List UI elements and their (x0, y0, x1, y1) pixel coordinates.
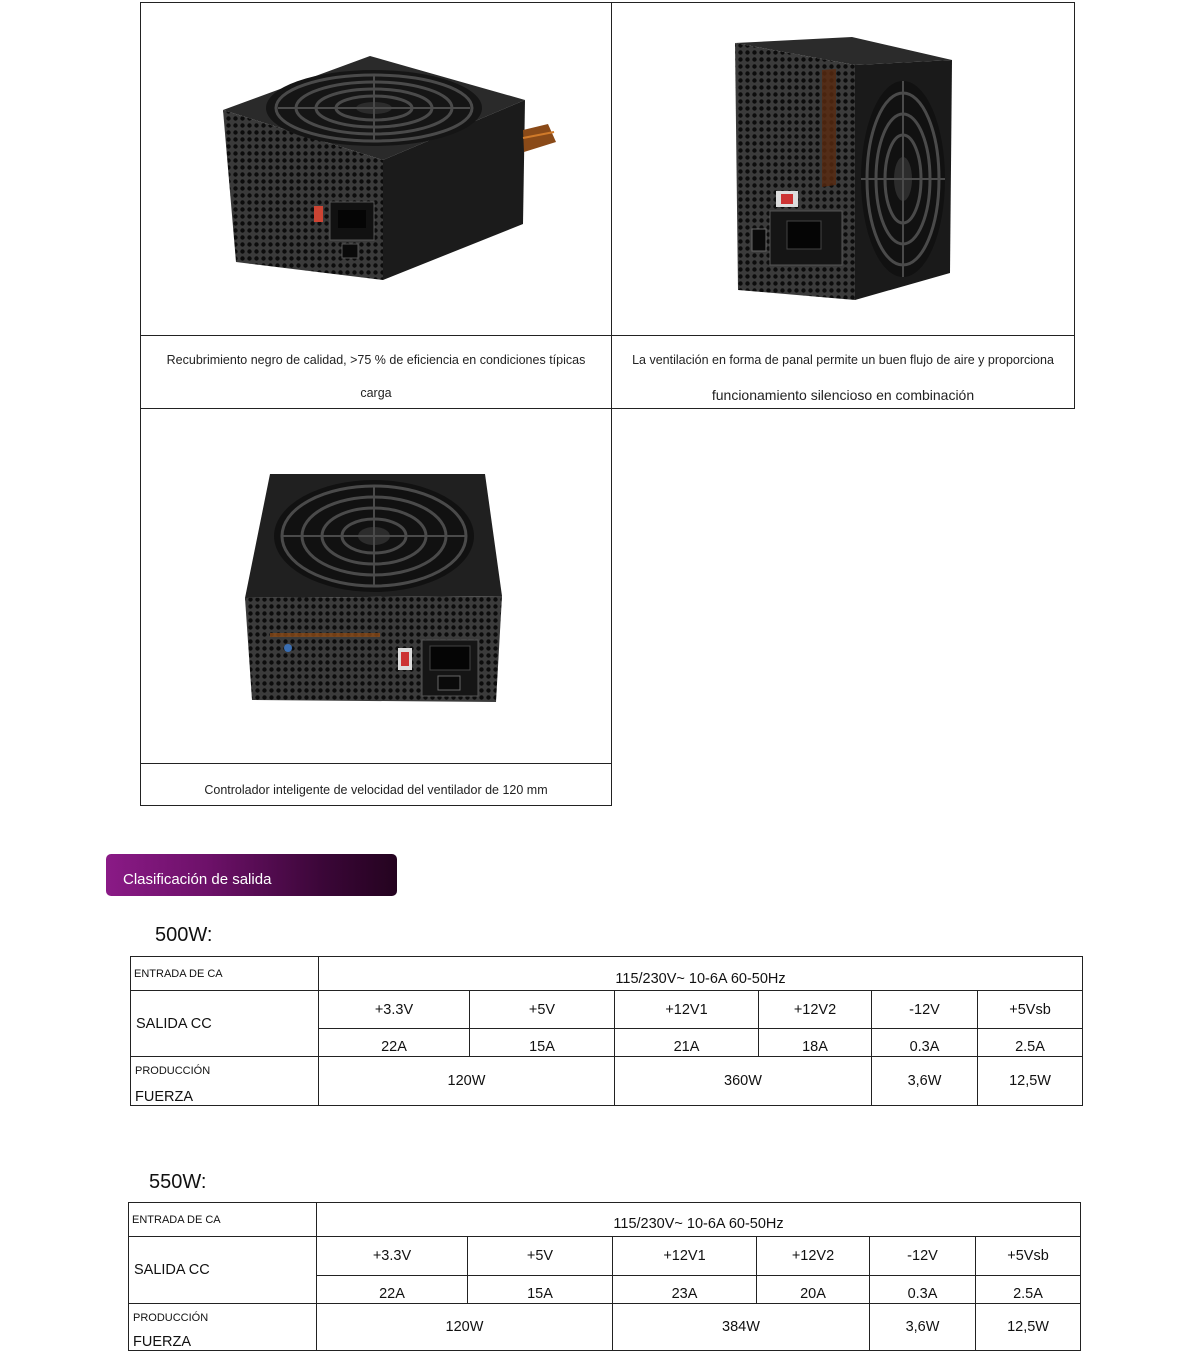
output-power-label-top: PRODUCCIÓN (135, 1065, 211, 1077)
rail-label: +5Vsb (978, 991, 1083, 1029)
rail-label: -12V (870, 1237, 976, 1276)
dc-output-label: SALIDA CC (129, 1237, 317, 1304)
psu-product-image-rear (240, 470, 505, 705)
ac-input-label: ENTRADA DE CA (129, 1203, 317, 1237)
rail-power: 120W (317, 1304, 613, 1351)
output-power-label-bottom: FUERZA (135, 1089, 193, 1105)
dc-output-label: SALIDA CC (131, 991, 319, 1057)
caption-line: Controlador inteligente de velocidad del ventilador de 120 mm (204, 783, 548, 797)
caption-line: funcionamiento silencioso en combinación (711, 387, 975, 403)
output-power-label (131, 1057, 319, 1106)
rail-label: +12V2 (757, 1237, 870, 1276)
rail-current: 15A (468, 1276, 613, 1304)
rail-label: +5V (470, 991, 615, 1029)
rail-current: 2.5A (978, 1029, 1083, 1057)
rail-current: 0.3A (870, 1276, 976, 1304)
rail-label: +3.3V (319, 991, 470, 1029)
feature-caption (141, 336, 611, 408)
rail-label: -12V (872, 991, 978, 1029)
caption-line: La ventilación en forma de panal permite un buen flujo de aire y proporciona (632, 353, 1054, 367)
psu-product-image-front (218, 52, 568, 282)
spec-table-550w (128, 1202, 1081, 1351)
rail-label: +3.3V (317, 1237, 468, 1276)
spec-table-500w (130, 956, 1083, 1106)
model-label: 500W: (155, 924, 213, 946)
section-heading-banner (106, 854, 397, 896)
model-label: 550W: (149, 1171, 207, 1193)
rail-label: +5V (468, 1237, 613, 1276)
rail-power: 12,5W (978, 1057, 1083, 1106)
rail-current: 22A (319, 1029, 470, 1057)
feature-caption (612, 336, 1074, 408)
rail-power: 360W (615, 1057, 872, 1106)
rail-label: +5Vsb (976, 1237, 1081, 1276)
ac-input-value: 115/230V~ 10-6A 60-50Hz (319, 957, 1083, 991)
rail-current: 15A (470, 1029, 615, 1057)
rail-current: 23A (613, 1276, 757, 1304)
caption-line: Recubrimiento negro de calidad, >75 % de eficiencia en condiciones típicas (166, 353, 586, 367)
output-power-label-bottom: FUERZA (133, 1334, 191, 1350)
grid-border (140, 408, 1075, 409)
feature-caption (141, 764, 611, 805)
rail-current: 18A (759, 1029, 872, 1057)
ac-input-value: 115/230V~ 10-6A 60-50Hz (317, 1203, 1081, 1237)
rail-current: 21A (615, 1029, 759, 1057)
output-power-label-top: PRODUCCIÓN (133, 1312, 209, 1324)
rail-current: 20A (757, 1276, 870, 1304)
grid-border (140, 2, 1075, 3)
rail-power: 12,5W (976, 1304, 1081, 1351)
rail-current: 22A (317, 1276, 468, 1304)
rail-power: 384W (613, 1304, 870, 1351)
rail-power: 120W (319, 1057, 615, 1106)
rail-power: 3,6W (872, 1057, 978, 1106)
rail-power: 3,6W (870, 1304, 976, 1351)
output-power-label (129, 1304, 317, 1351)
caption-line: carga (360, 386, 392, 400)
rail-label: +12V1 (615, 991, 759, 1029)
psu-product-image-side (730, 35, 960, 303)
rail-label: +12V2 (759, 991, 872, 1029)
grid-border (140, 805, 612, 806)
rail-current: 0.3A (872, 1029, 978, 1057)
ac-input-label: ENTRADA DE CA (131, 957, 319, 991)
rail-label: +12V1 (613, 1237, 757, 1276)
grid-border (1074, 2, 1075, 409)
section-title: Clasificación de salida (123, 871, 272, 888)
rail-current: 2.5A (976, 1276, 1081, 1304)
